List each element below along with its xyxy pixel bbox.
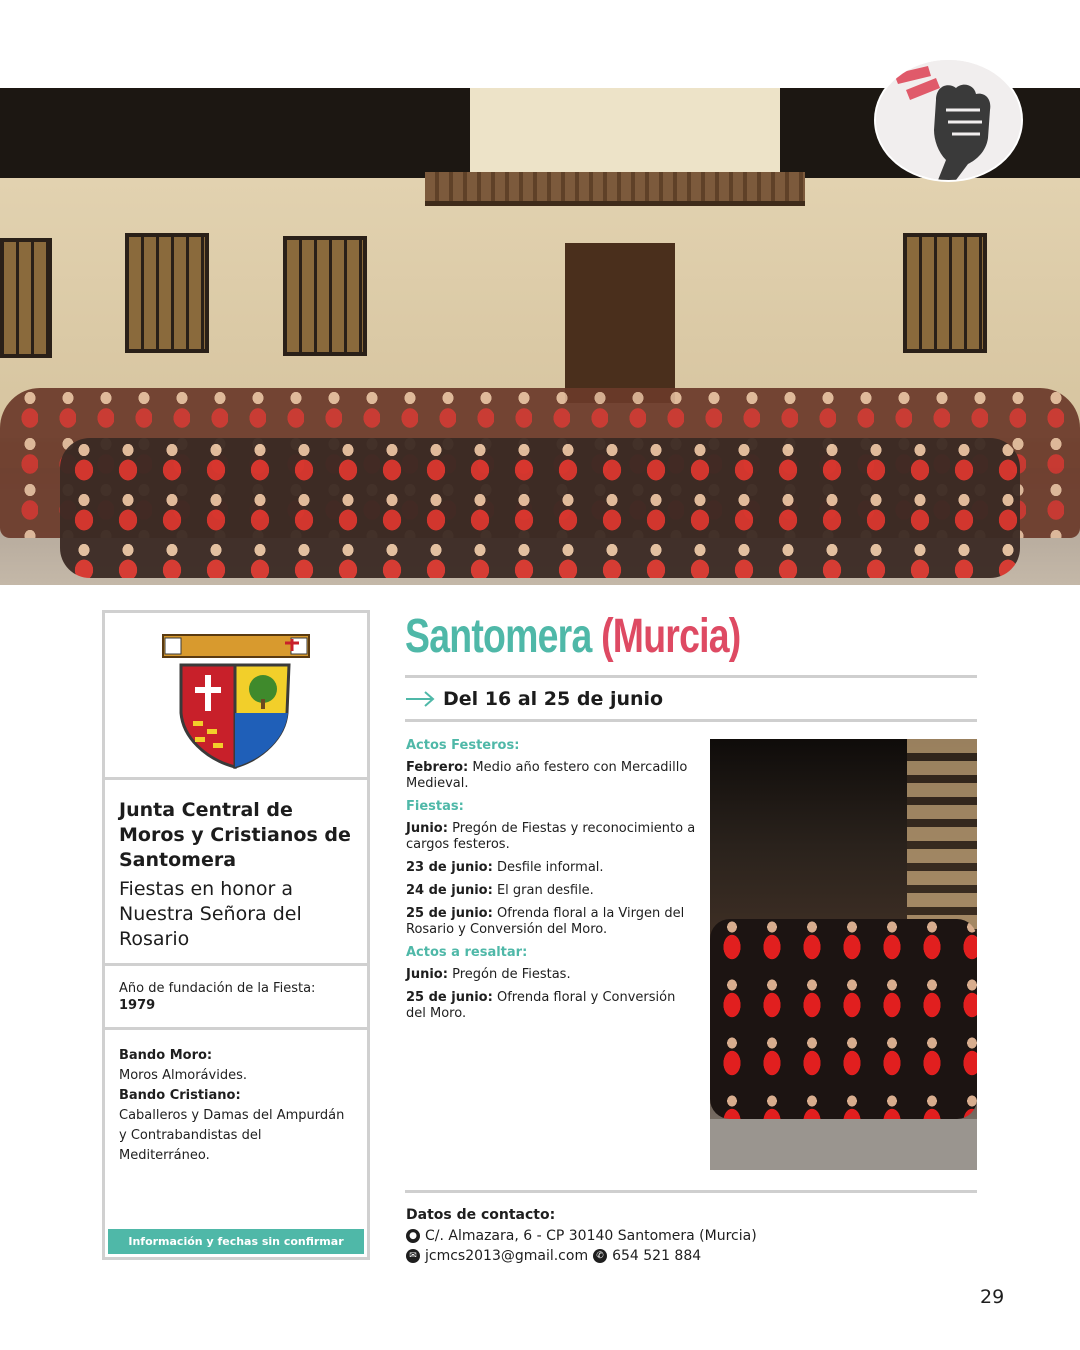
- list-item: Junio: Pregón de Fiestas y reconocimiento a cargos festeros.: [406, 821, 696, 852]
- city-name: Santomera: [405, 610, 592, 663]
- crest: [105, 613, 367, 780]
- founding-label: Año de fundación de la Fiesta:: [119, 981, 316, 996]
- list-item: Febrero: Medio año festero con Mercadillo Medieval.: [406, 760, 688, 791]
- divider: [405, 675, 977, 678]
- coat-of-arms-icon: [105, 613, 373, 780]
- moro-label: Bando Moro:: [119, 1048, 213, 1063]
- bandos-info: [105, 1030, 367, 1182]
- location-pin-icon: ●: [406, 1229, 420, 1243]
- divider: [405, 1190, 977, 1193]
- region-close: ): [728, 610, 741, 663]
- cristiano-label: Bando Cristiano:: [119, 1088, 241, 1103]
- moro-value: Moros Almorávides.: [119, 1068, 247, 1083]
- resaltar-heading: Actos a resaltar:: [406, 945, 528, 960]
- contact-phone[interactable]: 654 521 884: [612, 1248, 702, 1264]
- contact-heading: Datos de contacto:: [406, 1207, 556, 1223]
- environment-week-logo: [876, 60, 1021, 180]
- cristiano-value: Caballeros y Damas del Ampurdán y Contrabandistas del Mediterráneo.: [119, 1108, 345, 1163]
- phone-icon: ✆: [593, 1249, 607, 1263]
- fiestas-heading: Fiestas:: [406, 799, 464, 814]
- email-icon: ✉: [406, 1249, 420, 1263]
- dancers-photo: [710, 739, 977, 1170]
- organization-name: Junta Central de Moros y Cristianos de Santomera: [119, 799, 351, 871]
- unconfirmed-notice: Información y fechas sin confirmar: [108, 1229, 364, 1254]
- date-range-text: Del 16 al 25 de junio: [443, 688, 664, 710]
- contact-info: [406, 1205, 757, 1266]
- list-item: 23 de junio: Desfile informal.: [406, 860, 604, 875]
- list-item: Junio: Pregón de Fiestas.: [406, 967, 571, 982]
- arrow-right-icon: [405, 691, 435, 707]
- info-card: [102, 610, 370, 1260]
- page-number: 29: [980, 1286, 1005, 1308]
- list-item: 25 de junio: Ofrenda floral a la Virgen del Rosario y Conversión del Moro.: [406, 906, 685, 937]
- page-title: [405, 604, 740, 674]
- region-name: Murcia: [612, 610, 729, 663]
- contact-address: C/. Almazara, 6 - CP 30140 Santomera (Murcia): [425, 1228, 757, 1244]
- region-open: (: [601, 610, 613, 663]
- actos-festeros-heading: Actos Festeros:: [406, 738, 520, 753]
- events-list: [406, 738, 696, 1029]
- organization-subtitle: Fiestas en honor a Nuestra Señora del Rosario: [119, 878, 302, 950]
- founding-year: 1979: [119, 998, 156, 1013]
- date-range: [405, 684, 663, 714]
- divider: [405, 719, 977, 722]
- list-item: 25 de junio: Ofrenda floral y Conversión del Moro.: [406, 990, 676, 1021]
- list-item: 24 de junio: El gran desfile.: [406, 883, 594, 898]
- founding-info: [105, 966, 367, 1030]
- contact-email[interactable]: jcmcs2013@gmail.com: [425, 1248, 589, 1264]
